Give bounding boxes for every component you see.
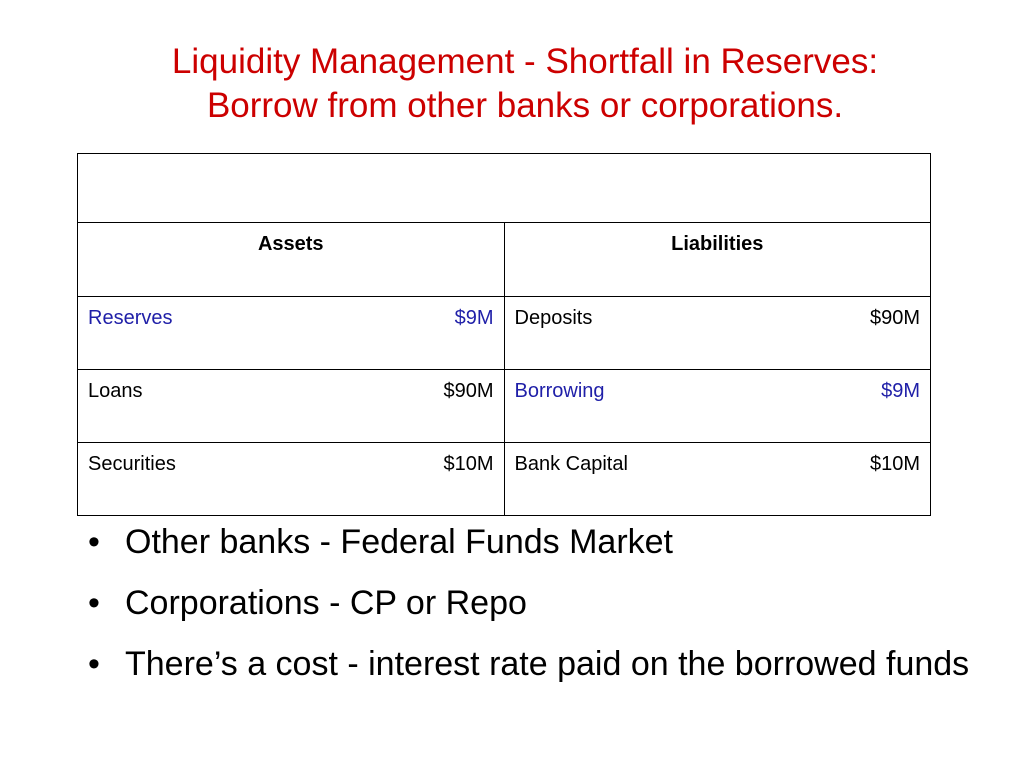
asset-value: $90M [443, 380, 494, 402]
liability-value: $9M [881, 380, 920, 402]
bullet-dot: • [88, 645, 100, 683]
bullet-text: Other banks - Federal Funds Market [125, 523, 674, 561]
liability-cell [504, 297, 931, 370]
asset-cell [78, 297, 505, 370]
table-caption-cell [78, 154, 931, 223]
balance-sheet-table [77, 153, 931, 516]
liability-value: $90M [869, 307, 920, 329]
asset-value: $9M [454, 307, 494, 329]
liability-label: Bank Capital [514, 453, 628, 475]
bullet-item [80, 642, 980, 686]
liability-cell [504, 370, 931, 443]
asset-cell [78, 370, 505, 443]
bullet-text: There’s a cost - interest rate paid on the borrowed funds [125, 645, 970, 683]
table-caption-row [78, 154, 931, 223]
asset-label: Loans [88, 380, 143, 402]
liability-label: Deposits [514, 307, 593, 329]
asset-value: $10M [443, 453, 494, 475]
assets-header: Assets [78, 223, 505, 297]
bullet-list [80, 520, 980, 703]
slide-title [60, 40, 990, 128]
asset-cell [78, 443, 505, 516]
liability-cell [504, 443, 931, 516]
asset-label: Securities [88, 453, 176, 475]
table-header-row [78, 223, 931, 297]
liabilities-header: Liabilities [504, 223, 931, 297]
bullet-item [80, 581, 980, 625]
asset-label: Reserves [88, 307, 173, 329]
table-row [78, 297, 931, 370]
bullet-item [80, 520, 980, 564]
table-row [78, 443, 931, 516]
bullet-text: Corporations - CP or Repo [125, 584, 527, 622]
bullet-dot: • [88, 523, 100, 561]
liability-value: $10M [869, 453, 920, 475]
liability-label: Borrowing [514, 380, 605, 402]
title-line-2: Borrow from other banks or corporations. [206, 86, 844, 125]
bullet-dot: • [88, 584, 100, 622]
table-row [78, 370, 931, 443]
title-line-1: Liquidity Management - Shortfall in Reserves: [171, 42, 879, 81]
